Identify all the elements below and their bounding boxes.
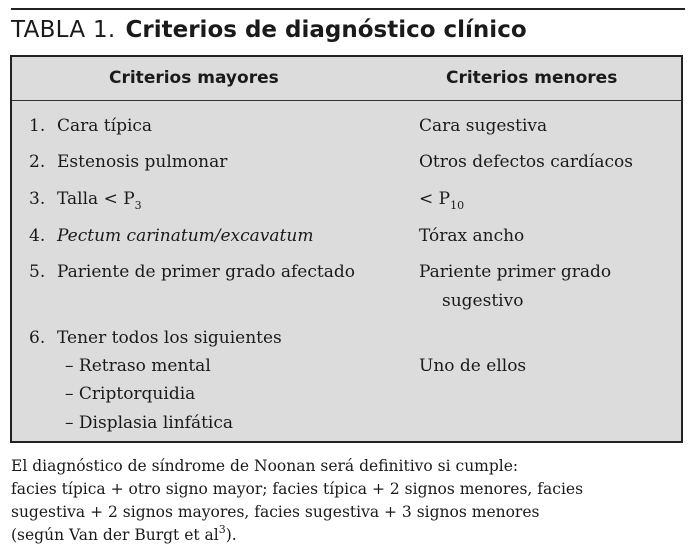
sub-criterion: – Criptorquidia xyxy=(65,384,196,404)
table-heading: Criterios de diagnóstico clínico xyxy=(125,17,527,43)
percentile-subscript: 10 xyxy=(450,199,465,212)
criteria-table xyxy=(10,55,683,443)
minor-criterion: Cara sugestiva xyxy=(419,116,548,136)
table-title xyxy=(11,15,527,45)
major-criterion: Cara típica xyxy=(57,116,153,136)
reference-superscript: 3 xyxy=(218,523,226,536)
major-criterion-text: Talla < P xyxy=(57,189,135,209)
major-criterion: Pectum carinatum/excavatum xyxy=(57,226,314,246)
row-number: 4. xyxy=(29,226,46,246)
minor-criterion-text: < P xyxy=(419,189,451,209)
minor-criterion-continued: sugestivo xyxy=(442,291,524,311)
table-header-row xyxy=(12,57,681,101)
row-number: 3. xyxy=(29,189,46,209)
column-header-minor: Criterios menores xyxy=(446,68,618,88)
minor-criterion: Otros defectos cardíacos xyxy=(419,152,633,172)
minor-criterion: Tórax ancho xyxy=(419,226,525,246)
table-footnote xyxy=(11,455,683,548)
column-header-major: Criterios mayores xyxy=(109,68,279,88)
footnote-line: El diagnóstico de síndrome de Noonan será definitivo si cumple: xyxy=(11,457,519,475)
major-criterion: Pariente de primer grado afectado xyxy=(57,262,355,282)
row-number: 1. xyxy=(29,116,46,136)
row-number: 5. xyxy=(29,262,46,282)
major-criterion: Estenosis pulmonar xyxy=(57,152,228,172)
major-criterion: Tener todos los siguientes xyxy=(57,328,282,348)
footnote-citation-end: ). xyxy=(225,526,237,544)
minor-criterion xyxy=(419,187,464,213)
minor-criterion: Uno de ellos xyxy=(419,356,527,376)
footnote-line: facies típica + otro signo mayor; facies típica + 2 signos menores, facies xyxy=(11,480,584,498)
sub-criterion: – Displasia linfática xyxy=(65,413,234,433)
table-number-label: TABLA 1. xyxy=(11,17,116,43)
sub-criterion: – Retraso mental xyxy=(65,356,211,376)
row-number: 6. xyxy=(29,328,46,348)
percentile-subscript: 3 xyxy=(134,199,142,212)
row-number: 2. xyxy=(29,152,46,172)
footnote-citation-text: (según Van der Burgt et al xyxy=(11,526,219,544)
footnote-line: sugestiva + 2 signos mayores, facies sugestiva + 3 signos menores xyxy=(11,503,540,521)
major-criterion xyxy=(57,187,142,213)
footnote-line xyxy=(11,524,683,548)
minor-criterion: Pariente primer grado xyxy=(419,262,612,282)
table-title-bar xyxy=(11,8,685,48)
